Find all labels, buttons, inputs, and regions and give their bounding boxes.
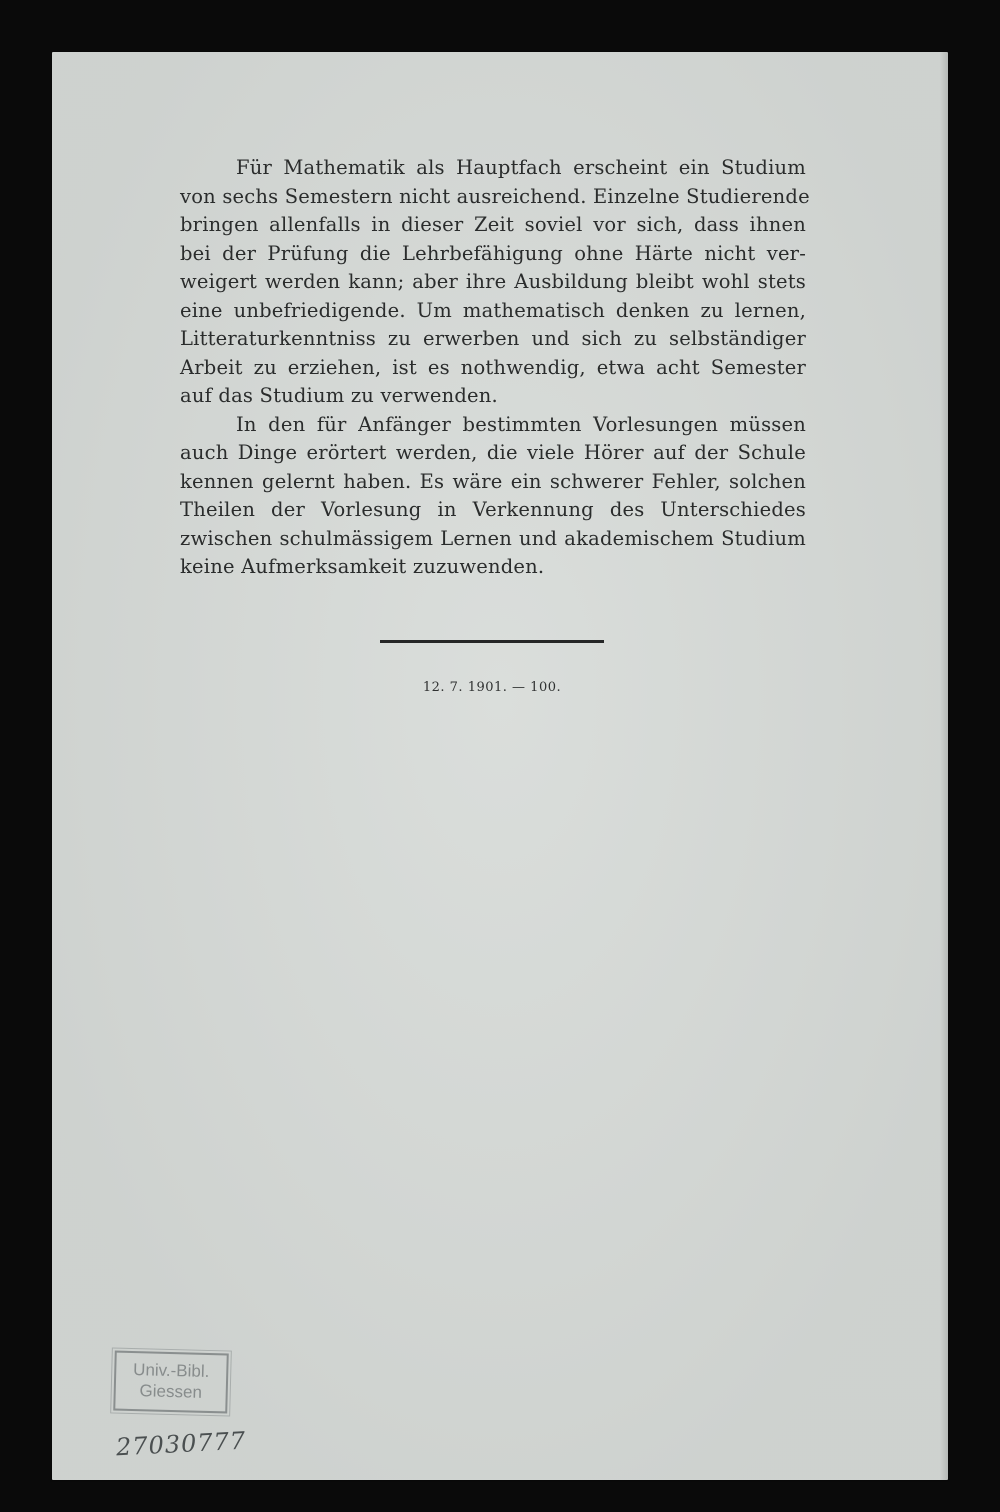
- text-line: bei der Prüfung die Lehrbefähigung ohne Härte nicht ver-: [180, 241, 806, 265]
- print-date: 12. 7. 1901. — 100.: [422, 680, 562, 695]
- shelfmark: 27030777: [115, 1426, 247, 1462]
- text-line: von sechs Semestern nicht ausreichend. Einzelne Studierende: [180, 184, 810, 208]
- text-line: auf das Studium zu verwenden.: [180, 384, 498, 407]
- text-line: In den für Anfänger bestimmten Vorlesungen müssen: [236, 412, 806, 436]
- text-line: weigert werden kann; aber ihre Ausbildung bleibt wohl stets: [180, 270, 806, 293]
- text-line: Für Mathematik als Hauptfach erscheint ein Studium: [236, 156, 806, 179]
- stamp-line: Univ.-Bibl.: [132, 1360, 210, 1381]
- text-line: Arbeit zu erziehen, ist es nothwendig, etwa acht Semester: [180, 355, 806, 379]
- library-stamp: [113, 1351, 229, 1414]
- text-line: kennen gelernt haben. Es wäre ein schwerer Fehler, solchen: [180, 469, 806, 493]
- stamp-line: Giessen: [139, 1381, 203, 1402]
- horizontal-rule: [380, 640, 604, 643]
- text-line: bringen allenfalls in dieser Zeit soviel vor sich, dass ihnen: [180, 213, 806, 236]
- body-text: [180, 154, 810, 582]
- document-page: [52, 52, 948, 1480]
- text-line: keine Aufmerksamkeit zuzuwenden.: [180, 555, 545, 578]
- text-line: auch Dinge erörtert werden, die viele Hörer auf der Schule: [180, 441, 806, 464]
- text-line: eine unbefriedigende. Um mathematisch denken zu lernen,: [180, 298, 806, 322]
- text-line: Theilen der Vorlesung in Verkennung des Unterschiedes: [180, 498, 806, 521]
- text-line: zwischen schulmässigem Lernen und akademischem Studium: [180, 526, 806, 550]
- text-line: Litteraturkenntniss zu erwerben und sich zu selbständiger: [180, 327, 806, 350]
